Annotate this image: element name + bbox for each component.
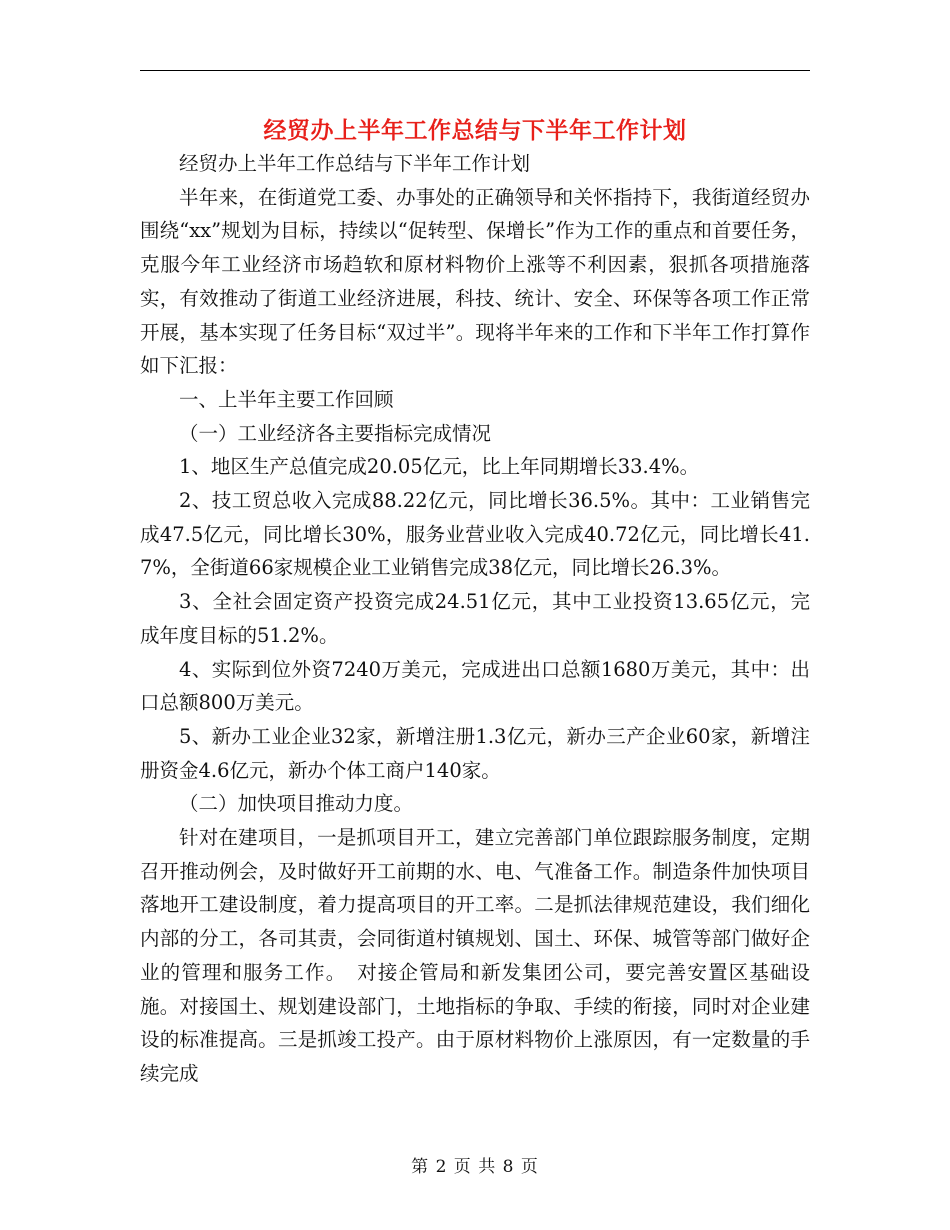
document-title: 经贸办上半年工作总结与下半年工作计划 xyxy=(263,118,687,144)
paragraph: 半年来，在街道党工委、办事处的正确领导和关怀指持下，我街道经贸办围绕“xx”规划为目标，持续以“促转型、保增长”作为工作的重点和首要任务，克服今年工业经济市场趋软和原材料物价上涨等不利因素，狠抓各项措施落实，有效推动了街道工业经济进展，科技、统计、安全、环保等各项工作正常开展，基本实现了任务目标“双过半”。现将半年来的工作和下半年工作打算作如下汇报： xyxy=(140,185,810,378)
paragraph: 5、新办工业企业32家，新增注册1.3亿元，新办三产企业60家，新增注册资金4.6亿元，新办个体工商户140家。 xyxy=(140,724,810,782)
paragraph: 经贸办上半年工作总结与下半年工作计划 xyxy=(179,152,531,175)
paragraph: 1、地区生产总值完成20.05亿元，比上年同期增长33.4%。 xyxy=(179,455,700,479)
paragraph: （二）加快项目推动力度。 xyxy=(179,792,414,816)
paragraph: 一、上半年主要工作回顾 xyxy=(179,387,394,411)
paragraph: 3、全社会固定资产投资完成24.51亿元，其中工业投资13.65亿元，完成年度目标的51.2%。 xyxy=(140,590,810,647)
document-body xyxy=(140,147,810,1091)
header-rule xyxy=(140,70,810,71)
paragraph: 4、实际到位外资7240万美元，完成进出口总额1680万美元，其中：出口总额800万美元。 xyxy=(140,657,810,715)
page-number-footer: 第 2 页 共 8 页 xyxy=(411,1157,539,1177)
paragraph: （一）工业经济各主要指标完成情况 xyxy=(179,421,492,445)
paragraph: 2、技工贸总收入完成88.22亿元，同比增长36.5%。其中：工业销售完成47.5亿元，同比增长30%，服务业营业收入完成40.72亿元，同比增长41.7%，全街道66家规模企业工业销售完成38亿元，同比增长26.3%。 xyxy=(140,489,810,580)
paragraph: 针对在建项目，一是抓项目开工，建立完善部门单位跟踪服务制度，定期召开推动例会，及时做好开工前期的水、电、气准备工作。制造条件加快项目落地开工建设制度，着力提高项目的开工率。二是抓法律规范建设，我们细化内部的分工，各司其责，会同街道村镇规划、国土、环保、城管等部门做好企业的管理和服务工作。 对接企管局和新发集团公司，要完善安置区基础设施。对接国土、规划建设部门，土地指标的争取、手续的衔接，同时对企业建设的标准提高。三是抓竣工投产。由于原材料物价上涨原因，有一定数量的手续完成 xyxy=(140,826,810,1085)
